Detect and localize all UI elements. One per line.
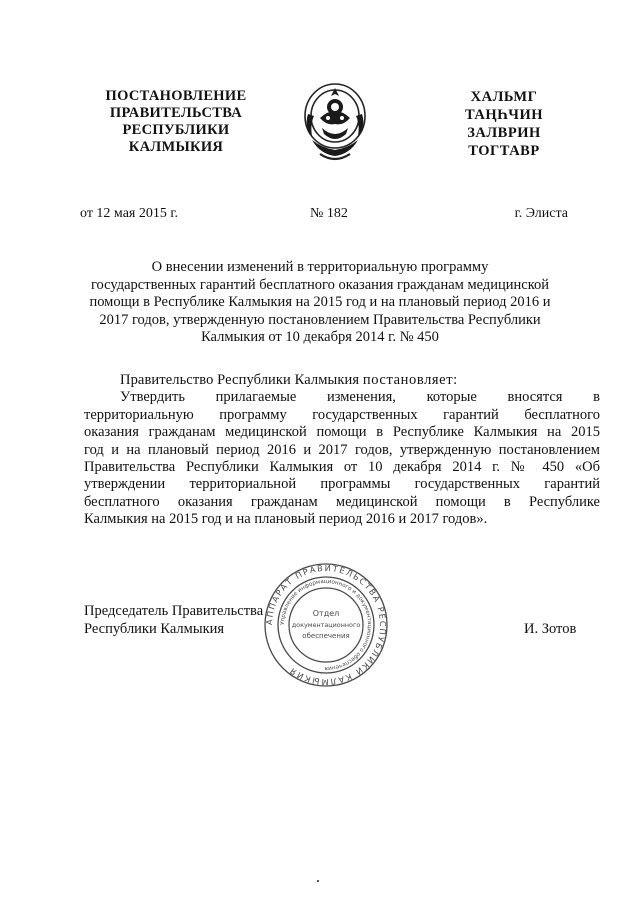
decree-text-line: Утвердить прилагаемые изменения, которые вносятся в [120,389,600,406]
stamp-center-line: документационного [291,621,361,629]
page-speck [317,880,319,882]
subject-line: государственных гарантий бесплатного оказания гражданам медицинской [90,276,550,293]
stamp-outer-text: АППАРАТ ПРАВИТЕЛЬСТВА РЕСПУБЛИКИ КАЛМЫКИЯ [263,562,389,688]
title-line: ПРАВИТЕЛЬСТВА [109,105,243,121]
decree-text-line: утверждении территориальной программы государственных гарантий [84,476,600,493]
subject-line: О внесении изменений в территориальную программу [151,259,489,275]
document-number: № 182 [310,206,348,221]
decree-text-line: Калмыкия на 2015 год и на плановый период 2016 и 2017 годов». [84,511,488,528]
signatory-name: И. Зотов [524,621,577,637]
decree-lead [84,372,600,389]
title-line: РЕСПУБЛИКИ [122,122,230,138]
stamp-center-line: Отдел [312,609,340,618]
decree-text-line: оказания гражданам медицинской помощи в Республике Калмыкия на 2015 [84,424,600,441]
title-line: ЗАЛВРИН [467,125,541,141]
document-type-title [92,88,260,156]
decree-text-line: Правительства Республики Калмыкия от 10 декабря 2014 г. № 450 «Об [84,459,600,476]
official-stamp [262,562,390,688]
stamp-center-line: обеспечения [302,632,350,640]
title-line: ТОГТАВР [468,143,540,159]
document-date: от 12 мая 2015 г. [80,206,179,221]
kalmykia-coat-of-arms-icon [298,74,372,166]
subject-line: помощи в Республике Калмыкия на 2015 год и на плановый период 2016 и [89,294,551,310]
signatory-position-line: Председатель Правительства [84,603,264,619]
document-city: г. Элиста [514,206,568,221]
subject-line: 2017 годов, утвержденную постановлением Правительства Республики [99,311,541,328]
subject-line: Калмыкия от 10 декабря 2014 г. № 450 [201,329,439,345]
decree-lead-keyword: постановляет: [362,372,458,388]
title-line: ТАҢҺЧИН [464,107,544,123]
document-type-title-kalmyk [448,88,560,160]
stamp-middle-text: Управление информационного и документационного обеспечения [279,578,373,672]
decree-lead-prefix: Правительство Республики Калмыкия [120,372,360,388]
decree-text-line: год и на плановый период 2016 и 2017 годов, утвержденную постановлением [84,441,600,458]
document-subject [82,259,558,347]
signatory-position-line: Республики Калмыкия [84,621,225,637]
decree-text-line: бесплатного оказания гражданам медицинской помощи в Республике [84,493,600,510]
decree-body [84,372,600,529]
document-meta [80,206,568,226]
signatory-position [84,602,284,638]
title-line: КАЛМЫКИЯ [128,139,224,155]
decree-text-line: территориальную программу государственных гарантий бесплатного [84,406,600,423]
title-line: ПОСТАНОВЛЕНИЕ [105,88,247,104]
title-line: ХАЛЬМГ [470,89,538,105]
